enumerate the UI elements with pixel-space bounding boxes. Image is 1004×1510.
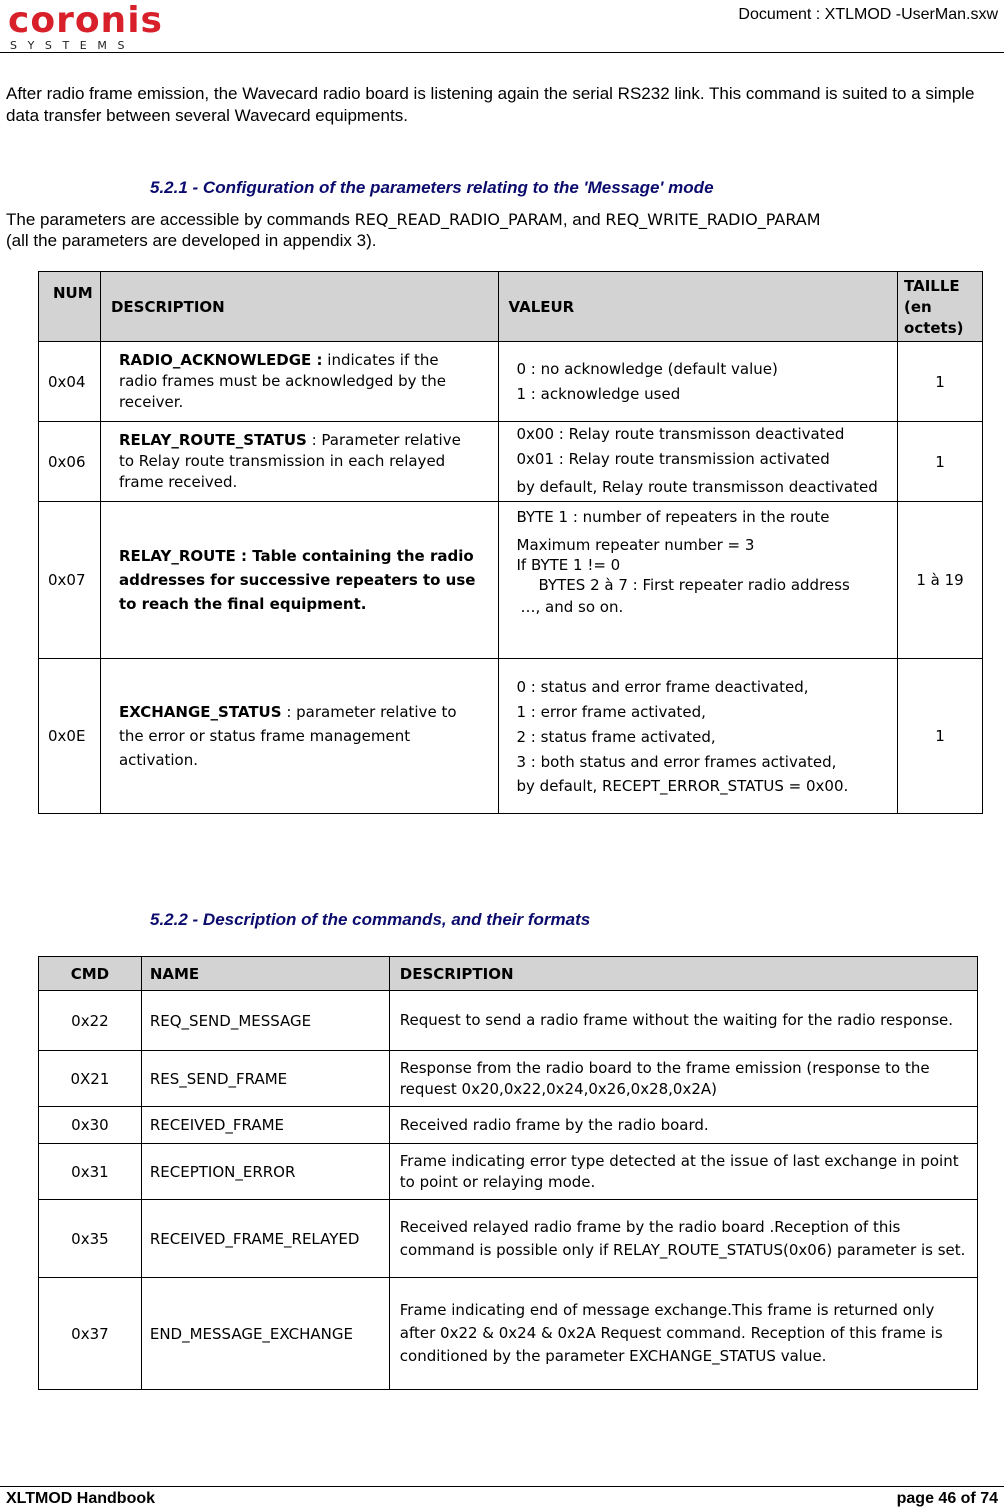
param-size: 1 bbox=[898, 659, 983, 814]
commands-table bbox=[38, 956, 978, 1390]
cmd-description: Request to send a radio frame without the waiting for the radio response. bbox=[389, 991, 977, 1051]
table-row bbox=[39, 991, 978, 1051]
logo-wordmark: coronis bbox=[8, 0, 163, 41]
table-row bbox=[39, 422, 983, 502]
logo-subtitle: SYSTEMS bbox=[10, 39, 136, 52]
cmd-description: Response from the radio board to the frame emission (response to the request 0x20,0x22,0x24,0x26,0x28,0x2A) bbox=[389, 1051, 977, 1107]
parameters-paragraph bbox=[6, 209, 996, 251]
param-description: EXCHANGE_STATUS : parameter relative to the error or status frame management activation. bbox=[100, 659, 498, 814]
header-divider bbox=[0, 52, 1004, 53]
cmd-name: RES_SEND_FRAME bbox=[141, 1051, 389, 1107]
intro-paragraph: After radio frame emission, the Wavecard radio board is listening again the serial RS232 link. This command is suited to a simple data transfer between several Wavecard equipments. bbox=[6, 84, 975, 125]
params-and: , and bbox=[562, 210, 606, 229]
cmd-code: 0x37 bbox=[39, 1278, 142, 1390]
param-num: 0x0E bbox=[39, 659, 101, 814]
table-row bbox=[39, 1107, 978, 1144]
cmd-description: Received radio frame by the radio board. bbox=[389, 1107, 977, 1144]
param-values: 0 : status and error frame deactivated, 1 : error frame activated, 2 : status frame activated, 3 : both status and error frames activated, by default, RECEPT_ERROR_STATUS = 0x00. bbox=[498, 659, 898, 814]
param-size: 1 bbox=[898, 422, 983, 502]
table-row bbox=[39, 659, 983, 814]
cmd-name: RECEIVED_FRAME_RELAYED bbox=[141, 1200, 389, 1278]
cmd-read-name: REQ_READ_RADIO_PARAM bbox=[354, 210, 563, 229]
table-header-row bbox=[39, 272, 983, 342]
table-row bbox=[39, 342, 983, 422]
cmd-name: RECEPTION_ERROR bbox=[141, 1144, 389, 1200]
cmd-code: 0x35 bbox=[39, 1200, 142, 1278]
table-header-row bbox=[39, 957, 978, 991]
param-description: RELAY_ROUTE_STATUS : Parameter relative to Relay route transmission in each relayed frame received. bbox=[100, 422, 498, 502]
params-suffix: (all the parameters are developed in appendix 3). bbox=[6, 231, 377, 250]
cmd-description: Received relayed radio frame by the radio board .Reception of this command is possible only if RELAY_ROUTE_STATUS(0x06) parameter is set. bbox=[389, 1200, 977, 1278]
col-header-valeur: VALEUR bbox=[498, 272, 898, 342]
col-header-cmd: CMD bbox=[39, 957, 142, 991]
param-values: BYTE 1 : number of repeaters in the route Maximum repeater number = 3 If BYTE 1 != 0 BYTES 2 à 7 : First repeater radio address …, and so on. bbox=[498, 502, 898, 659]
cmd-description: Frame indicating error type detected at the issue of last exchange in point to point or relaying mode. bbox=[389, 1144, 977, 1200]
cmd-name: END_MESSAGE_EXCHANGE bbox=[141, 1278, 389, 1390]
table-row bbox=[39, 502, 983, 659]
param-description: RELAY_ROUTE : Table containing the radio addresses for successive repeaters to use to reach the final equipment. bbox=[100, 502, 498, 659]
footer-divider bbox=[0, 1486, 1004, 1487]
param-values: 0x00 : Relay route transmisson deactivated 0x01 : Relay route transmission activated by default, Relay route transmisson deactivated bbox=[498, 422, 898, 502]
col-header-description: DESCRIPTION bbox=[100, 272, 498, 342]
cmd-description: Frame indicating end of message exchange.This frame is returned only after 0x22 & 0x24 & 0x2A Request command. Reception of this frame is conditioned by the parameter EXCHANGE_STATUS value. bbox=[389, 1278, 977, 1390]
param-num: 0x04 bbox=[39, 342, 101, 422]
cmd-code: 0x30 bbox=[39, 1107, 142, 1144]
col-header-taille: TAILLE (en octets) bbox=[898, 272, 983, 342]
cmd-code: 0x31 bbox=[39, 1144, 142, 1200]
footer-handbook-title: XLTMOD Handbook bbox=[6, 1490, 156, 1507]
table-row bbox=[39, 1144, 978, 1200]
col-header-name: NAME bbox=[141, 957, 389, 991]
cmd-code: 0x22 bbox=[39, 991, 142, 1051]
table-row bbox=[39, 1051, 978, 1107]
section-title-5-2-2: 5.2.2 - Description of the commands, and their formats bbox=[150, 910, 591, 929]
col-header-num: NUM bbox=[39, 272, 101, 342]
footer-page-number: page 46 of 74 bbox=[896, 1490, 998, 1507]
section-title-5-2-1: 5.2.1 - Configuration of the parameters relating to the 'Message' mode bbox=[150, 178, 714, 197]
cmd-code: 0X21 bbox=[39, 1051, 142, 1107]
col-header-description: DESCRIPTION bbox=[389, 957, 977, 991]
table-row bbox=[39, 1200, 978, 1278]
cmd-name: REQ_SEND_MESSAGE bbox=[141, 991, 389, 1051]
param-size: 1 bbox=[898, 342, 983, 422]
param-values: 0 : no acknowledge (default value) 1 : acknowledge used bbox=[498, 342, 898, 422]
param-description: RADIO_ACKNOWLEDGE : indicates if the radio frames must be acknowledged by the receiver. bbox=[100, 342, 498, 422]
cmd-name: RECEIVED_FRAME bbox=[141, 1107, 389, 1144]
company-logo bbox=[8, 0, 163, 52]
parameters-table bbox=[38, 271, 983, 814]
param-num: 0x06 bbox=[39, 422, 101, 502]
param-size: 1 à 19 bbox=[898, 502, 983, 659]
param-num: 0x07 bbox=[39, 502, 101, 659]
document-title: Document : XTLMOD -UserMan.sxw bbox=[738, 6, 998, 23]
table-row bbox=[39, 1278, 978, 1390]
cmd-write-name: REQ_WRITE_RADIO_PARAM bbox=[605, 210, 821, 229]
params-prefix: The parameters are accessible by commands bbox=[6, 210, 355, 229]
